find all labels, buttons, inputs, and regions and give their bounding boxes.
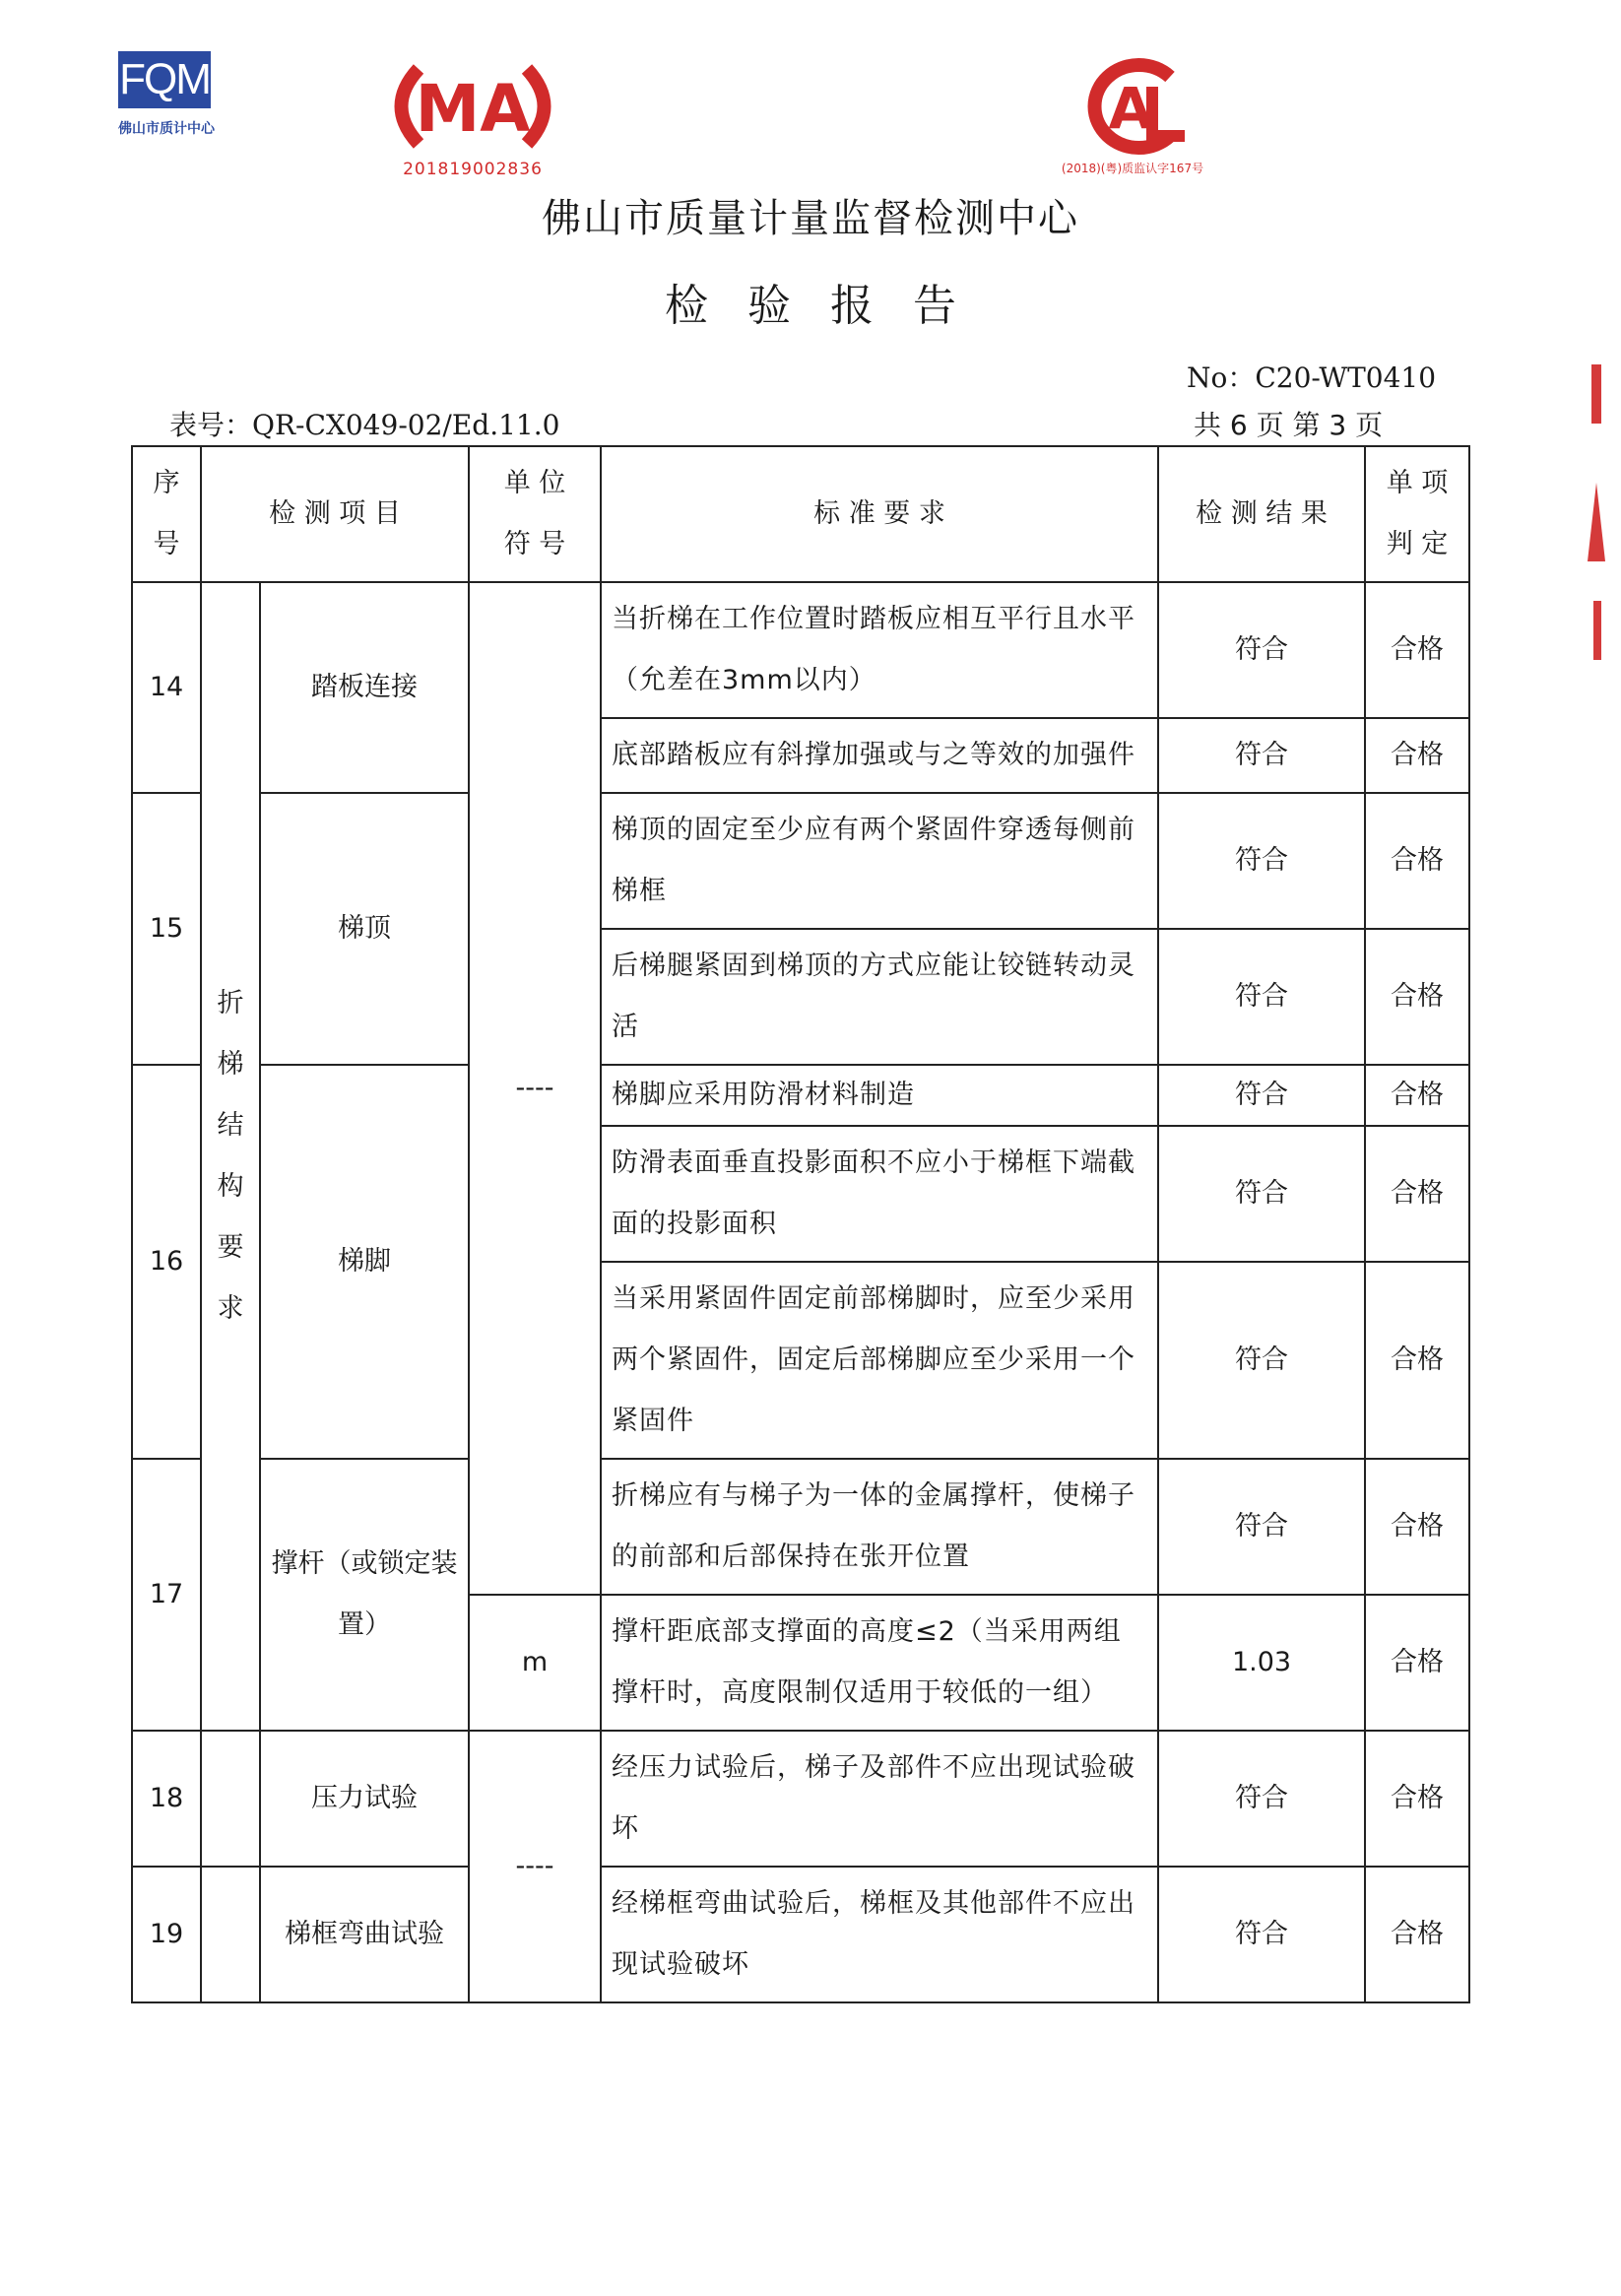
result-cell: 符合: [1158, 1459, 1365, 1595]
cal-number: (2018)(粤)质监认字167号: [1061, 162, 1204, 175]
group-char: 求: [217, 1293, 244, 1324]
verdict-cell: 合格: [1365, 793, 1469, 929]
verdict-cell: 合格: [1365, 1867, 1469, 2002]
unit-dash: ----: [469, 582, 601, 1595]
table-row: [132, 1867, 1469, 2002]
table-row: [132, 582, 1469, 718]
standard-text: 当采用紧固件固定前部梯脚时，应至少采用两个紧固件，固定后部梯脚应至少采用一个紧固件: [601, 1262, 1158, 1459]
result-cell: 符合: [1158, 1731, 1365, 1867]
result-cell: 符合: [1158, 1065, 1365, 1126]
result-cell: 符合: [1158, 1126, 1365, 1262]
row-number: 14: [132, 582, 201, 793]
result-cell: 1.03: [1158, 1595, 1365, 1731]
group-char: 折: [217, 988, 244, 1018]
organization-title: 佛山市质量计量监督检测中心: [542, 196, 1079, 241]
cma-number: 201819002836: [403, 160, 543, 179]
verdict-cell: 合格: [1365, 1126, 1469, 1262]
row-number: 19: [132, 1867, 201, 2002]
report-number: [1187, 357, 1436, 396]
svg-text:A: A: [1108, 75, 1153, 142]
header-verdict-top: 单 项: [1386, 468, 1449, 498]
verdict-cell: 合格: [1365, 582, 1469, 718]
header-item: 检 测 项 目: [201, 446, 469, 582]
cma-logo: [379, 57, 566, 156]
item-name: 梯框弯曲试验: [260, 1867, 469, 2002]
row-number: 18: [132, 1731, 201, 1867]
result-cell: 符合: [1158, 718, 1365, 793]
header-unit: [469, 446, 601, 582]
group-char: 结: [217, 1110, 244, 1141]
form-number: [169, 404, 559, 443]
standard-text: 梯脚应采用防滑材料制造: [601, 1065, 1158, 1126]
header-seq: [132, 446, 201, 582]
table-header-row: [132, 446, 1469, 582]
group-char: 要: [217, 1232, 244, 1263]
row-number: 17: [132, 1459, 201, 1731]
verdict-cell: 合格: [1365, 1262, 1469, 1459]
standard-text: 经梯框弯曲试验后，梯框及其他部件不应出现试验破坏: [601, 1867, 1158, 2002]
item-name: 撑杆（或锁定装置）: [260, 1459, 469, 1731]
unit-cell: m: [469, 1595, 601, 1731]
group-blank: [201, 1731, 260, 1867]
standard-text: 底部踏板应有斜撑加强或与之等效的加强件: [601, 718, 1158, 793]
standard-text: 折梯应有与梯子为一体的金属撑杆，使梯子的前部和后部保持在张开位置: [601, 1459, 1158, 1595]
group-char: 构: [217, 1171, 244, 1202]
result-cell: 符合: [1158, 582, 1365, 718]
result-cell: 符合: [1158, 929, 1365, 1065]
header-standard: 标 准 要 求: [601, 446, 1158, 582]
item-name: 压力试验: [260, 1731, 469, 1867]
standard-text: 梯顶的固定至少应有两个紧固件穿透每侧前梯框: [601, 793, 1158, 929]
item-name: 梯顶: [260, 793, 469, 1065]
header-verdict: [1365, 446, 1469, 582]
header-result: 检 测 结 果: [1158, 446, 1365, 582]
header-unit-top: 单 位: [503, 468, 566, 498]
item-name: 踏板连接: [260, 582, 469, 793]
verdict-cell: 合格: [1365, 1731, 1469, 1867]
row-number: 16: [132, 1065, 201, 1459]
page-counter: 共 6 页 第 3 页: [1194, 409, 1384, 441]
inspection-table: [131, 445, 1470, 2003]
standard-text: 当折梯在工作位置时踏板应相互平行且水平（允差在3mm以内）: [601, 582, 1158, 718]
header-seq-bottom: 号: [153, 529, 180, 559]
standard-text: 撑杆距底部支撑面的高度≤2（当采用两组撑杆时，高度限制仅适用于较低的一组）: [601, 1595, 1158, 1731]
item-name: 梯脚: [260, 1065, 469, 1459]
unit-dash: ----: [469, 1731, 601, 2002]
verdict-cell: 合格: [1365, 718, 1469, 793]
group-label: [201, 582, 260, 1731]
form-number-value: QR-CX049-02/Ed.11.0: [252, 409, 560, 441]
fqm-caption: 佛山市质计中心: [118, 121, 215, 137]
standard-text: 经压力试验后，梯子及部件不应出现试验破坏: [601, 1731, 1158, 1867]
report-number-label: No：: [1187, 361, 1256, 394]
table-row: [132, 1065, 1469, 1126]
cal-logo: [1062, 57, 1200, 156]
header-unit-bottom: 符 号: [503, 529, 566, 559]
verdict-cell: 合格: [1365, 929, 1469, 1065]
seam-stamp-mark: [1593, 601, 1601, 660]
verdict-cell: 合格: [1365, 1459, 1469, 1595]
verdict-cell: 合格: [1365, 1595, 1469, 1731]
verdict-cell: 合格: [1365, 1065, 1469, 1126]
result-cell: 符合: [1158, 1867, 1365, 2002]
fqm-logo: FQM: [118, 51, 211, 108]
table-row: [132, 793, 1469, 929]
report-title: 检验报告: [665, 281, 996, 331]
svg-text:MA: MA: [415, 71, 531, 147]
seam-stamp-mark: [1588, 483, 1605, 561]
header-seq-top: 序: [153, 468, 180, 498]
row-number: 15: [132, 793, 201, 1065]
form-number-label: 表号：: [169, 409, 253, 441]
table-row: [132, 1459, 1469, 1595]
table-row: [132, 1731, 1469, 1867]
standard-text: 后梯腿紧固到梯顶的方式应能让铰链转动灵活: [601, 929, 1158, 1065]
result-cell: 符合: [1158, 1262, 1365, 1459]
group-char: 梯: [217, 1049, 244, 1080]
group-blank: [201, 1867, 260, 2002]
result-cell: 符合: [1158, 793, 1365, 929]
standard-text: 防滑表面垂直投影面积不应小于梯框下端截面的投影面积: [601, 1126, 1158, 1262]
header-verdict-bottom: 判 定: [1386, 529, 1449, 559]
seam-stamp-mark: [1591, 364, 1601, 424]
report-number-value: C20-WT0410: [1255, 361, 1437, 394]
